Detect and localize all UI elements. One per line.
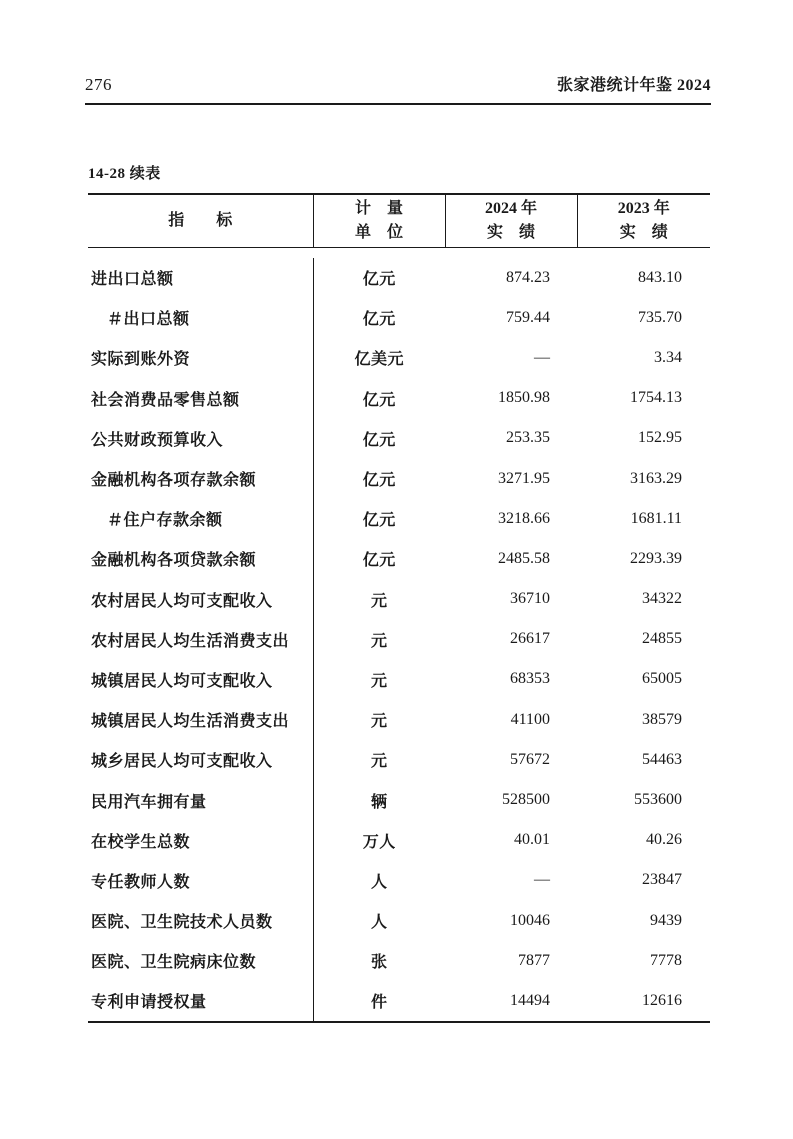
unit-cell: 亿元	[362, 552, 396, 570]
value-2023-cell: 3163.29	[630, 469, 682, 487]
value-2023-cell: 24855	[642, 630, 682, 648]
indicator-cell: 城镇居民人均生活消费支出	[88, 700, 313, 740]
value-2023-cell: 2293.39	[630, 549, 682, 567]
table-row	[88, 499, 710, 539]
header-cell-2023	[577, 194, 710, 248]
indicator-cell: 城镇居民人均可支配收入	[88, 659, 313, 699]
table-header-row	[88, 194, 710, 248]
unit-cell: 元	[370, 713, 388, 731]
value-2023-cell: 12616	[642, 991, 682, 1009]
value-2024-cell: 7877	[518, 951, 550, 969]
header-unit-line2: 单 位	[354, 224, 403, 241]
value-2024-cell: 36710	[510, 590, 550, 608]
value-2023-cell: 65005	[642, 670, 682, 688]
unit-cell: 亿元	[362, 512, 396, 530]
unit-cell: 人	[370, 914, 388, 932]
unit-cell: 元	[370, 632, 388, 650]
unit-cell: 亿美元	[354, 351, 404, 369]
value-2024-cell: 41100	[510, 710, 550, 728]
unit-cell: 亿元	[362, 391, 396, 409]
table-row	[88, 740, 710, 780]
header-cell-indicator	[88, 194, 313, 248]
value-2024-cell: 253.35	[506, 429, 550, 447]
value-2024-cell: 14494	[510, 991, 550, 1009]
page-number: 276	[85, 75, 112, 94]
table-row	[88, 539, 710, 579]
indicator-cell: 城乡居民人均可支配收入	[88, 740, 313, 780]
indicator-cell: 医院、卫生院技术人员数	[88, 901, 313, 941]
value-2024-cell: 26617	[510, 630, 550, 648]
table-row	[88, 298, 710, 338]
value-2023-cell: 735.70	[638, 308, 682, 326]
header-cell-2024	[445, 194, 577, 248]
unit-cell: 张	[370, 954, 388, 972]
table-row	[88, 579, 710, 619]
value-2023-cell: 152.95	[638, 429, 682, 447]
header-2024-line2: 实 绩	[486, 224, 535, 241]
indicator-cell: 农村居民人均可支配收入	[88, 579, 313, 619]
indicator-cell: ＃出口总额	[88, 298, 313, 338]
table-row	[88, 338, 710, 378]
table-row	[88, 901, 710, 941]
value-2024-cell: 3271.95	[498, 469, 550, 487]
value-2024-cell: —	[534, 348, 550, 366]
value-2023-cell: 40.26	[646, 831, 682, 849]
unit-cell: 亿元	[362, 472, 396, 490]
value-2023-cell: 1681.11	[630, 509, 682, 527]
unit-cell: 元	[370, 672, 388, 690]
header-indicator-label: 指 标	[168, 212, 233, 229]
value-2023-cell: 1754.13	[630, 389, 682, 407]
unit-cell: 辆	[370, 793, 388, 811]
value-2024-cell: —	[534, 871, 550, 889]
value-2023-cell: 3.34	[654, 348, 682, 366]
header-unit-line1: 计 量	[354, 200, 403, 217]
value-2024-cell: 68353	[510, 670, 550, 688]
value-2024-cell: 40.01	[514, 831, 550, 849]
table-row	[88, 941, 710, 981]
header-2023-line1: 2023 年	[617, 200, 670, 217]
book-title: 张家港统计年鉴 2024	[556, 77, 711, 94]
value-2024-cell: 874.23	[506, 268, 550, 286]
value-2023-cell: 9439	[650, 911, 682, 929]
table-continuation-label: 14-28 续表	[88, 166, 161, 182]
indicator-cell: 专任教师人数	[88, 860, 313, 900]
indicator-cell: 进出口总额	[88, 258, 313, 298]
value-2023-cell: 34322	[642, 590, 682, 608]
table-row	[88, 619, 710, 659]
value-2024-cell: 759.44	[506, 308, 550, 326]
unit-cell: 件	[370, 994, 388, 1012]
table-row	[88, 981, 710, 1022]
value-2024-cell: 3218.66	[498, 509, 550, 527]
table-body	[88, 248, 710, 1023]
indicator-cell: 公共财政预算收入	[88, 418, 313, 458]
indicator-cell: 专利申请授权量	[88, 981, 313, 1022]
unit-cell: 亿元	[362, 431, 396, 449]
indicator-cell: 实际到账外资	[88, 338, 313, 378]
value-2023-cell: 553600	[634, 791, 682, 809]
unit-cell: 人	[370, 873, 388, 891]
value-2024-cell: 10046	[510, 911, 550, 929]
table-row	[88, 458, 710, 498]
indicator-cell: 在校学生总数	[88, 820, 313, 860]
table-row	[88, 258, 710, 298]
value-2024-cell: 57672	[510, 750, 550, 768]
indicator-cell: 医院、卫生院病床位数	[88, 941, 313, 981]
table-row	[88, 860, 710, 900]
unit-cell: 亿元	[362, 311, 396, 329]
value-2024-cell: 2485.58	[498, 549, 550, 567]
value-2023-cell: 54463	[642, 750, 682, 768]
unit-cell: 元	[370, 592, 388, 610]
indicator-cell: 农村居民人均生活消费支出	[88, 619, 313, 659]
value-2023-cell: 38579	[642, 710, 682, 728]
header-cell-unit	[313, 194, 445, 248]
table-row	[88, 780, 710, 820]
indicator-cell: ＃住户存款余额	[88, 499, 313, 539]
unit-cell: 亿元	[362, 271, 396, 289]
unit-cell: 元	[370, 753, 388, 771]
value-2024-cell: 1850.98	[498, 389, 550, 407]
indicator-cell: 金融机构各项存款余额	[88, 458, 313, 498]
unit-cell: 万人	[362, 833, 396, 851]
value-2024-cell: 528500	[502, 791, 550, 809]
value-2023-cell: 23847	[642, 871, 682, 889]
indicator-cell: 金融机构各项贷款余额	[88, 539, 313, 579]
statistics-table	[88, 193, 710, 1023]
table-header	[88, 194, 710, 248]
value-2023-cell: 7778	[650, 951, 682, 969]
indicator-cell: 民用汽车拥有量	[88, 780, 313, 820]
table-row	[88, 378, 710, 418]
table-row	[88, 418, 710, 458]
table-row	[88, 820, 710, 860]
header-2023-line2: 实 绩	[619, 224, 668, 241]
indicator-cell: 社会消费品零售总额	[88, 378, 313, 418]
table-row	[88, 700, 710, 740]
value-2023-cell: 843.10	[638, 268, 682, 286]
table-row	[88, 659, 710, 699]
header-2024-line1: 2024 年	[484, 200, 537, 217]
page-header	[85, 72, 711, 105]
